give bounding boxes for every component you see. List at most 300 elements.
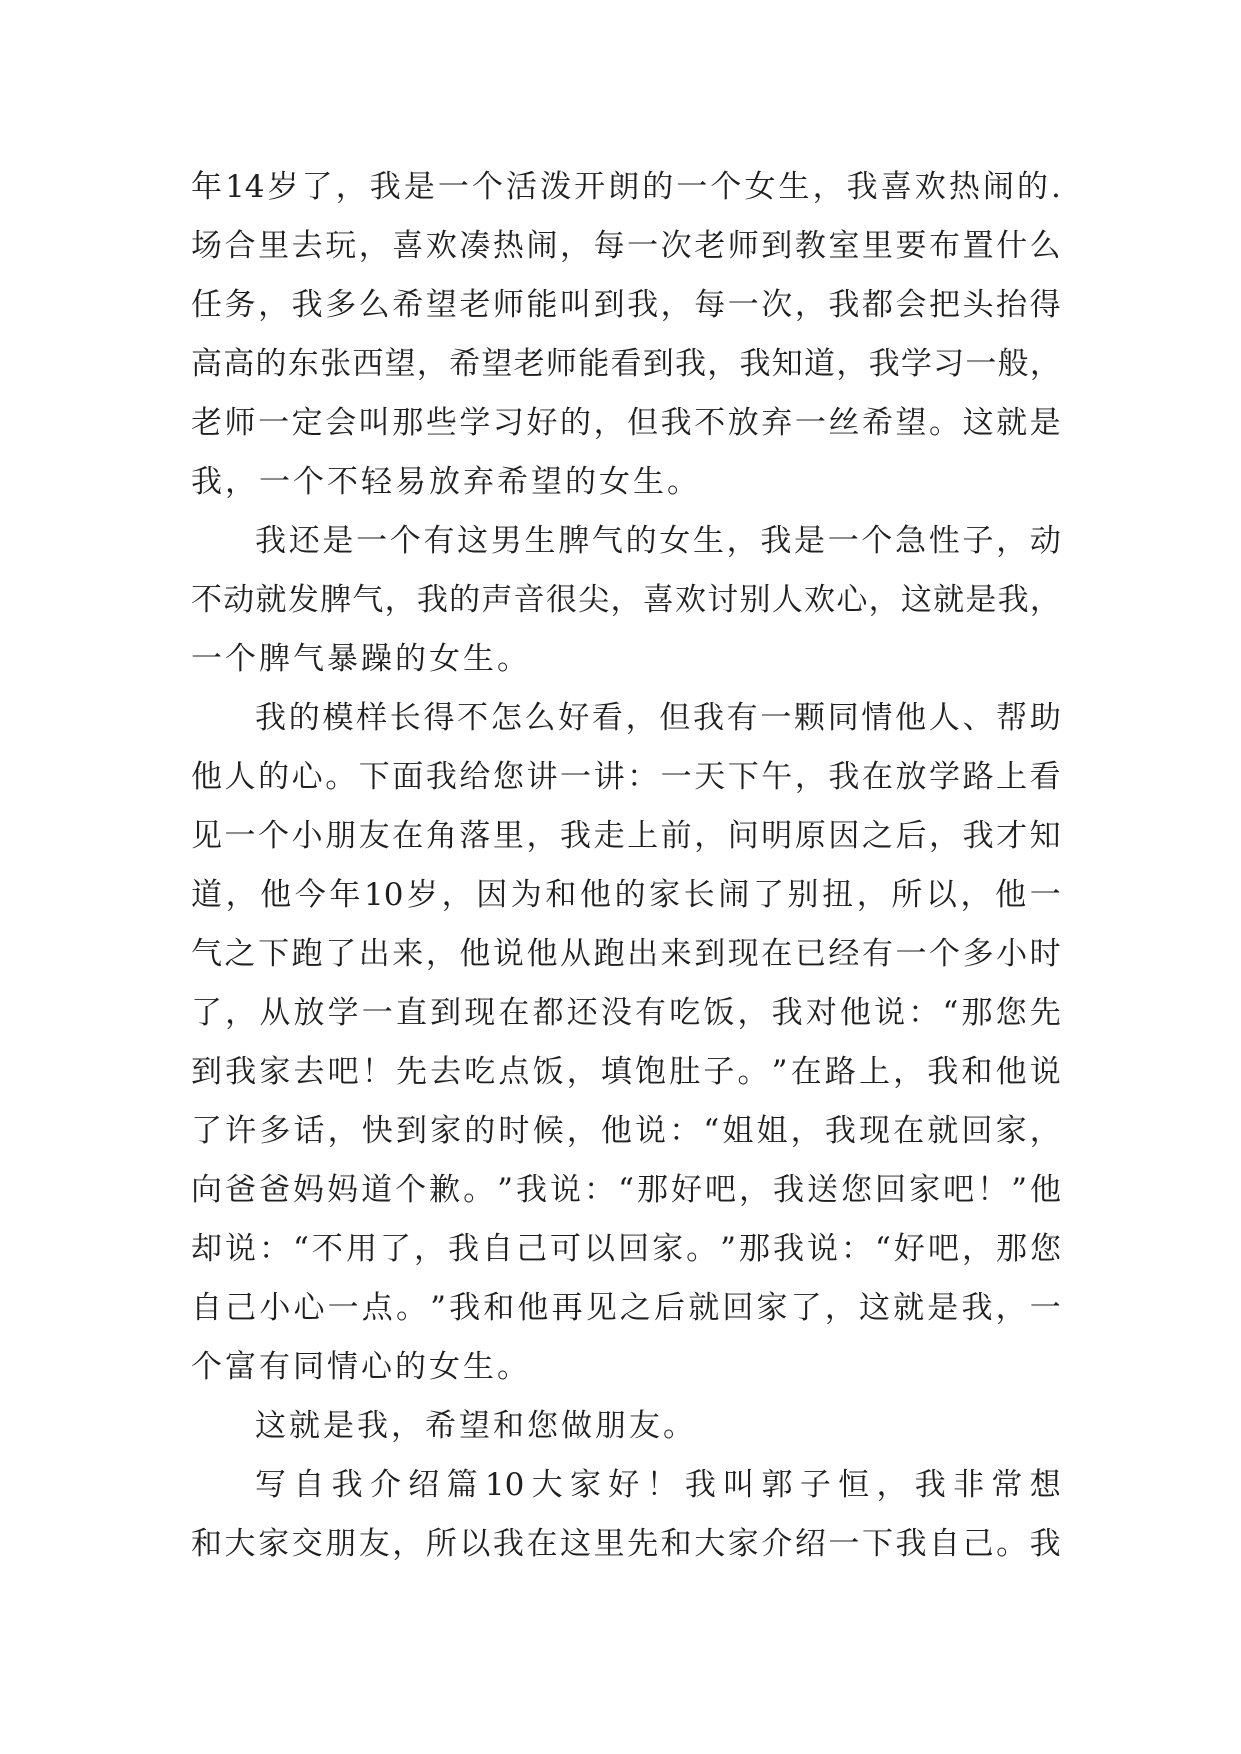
glyph: ， (929, 818, 961, 854)
glyph: 以 (925, 877, 957, 913)
glyph: ， (996, 523, 1028, 559)
glyph: 动 (1029, 523, 1061, 559)
glyph: 大 (694, 1526, 726, 1562)
glyph: 我 (773, 1231, 804, 1267)
glyph: 我 (760, 523, 792, 559)
glyph: 的 (258, 759, 290, 795)
glyph: 心 (293, 1290, 325, 1326)
glyph: 送 (807, 1172, 839, 1208)
glyph: 朋 (325, 818, 357, 854)
glyph: 脾 (558, 523, 590, 559)
glyph: 回 (618, 1231, 650, 1267)
glyph: 别 (739, 582, 771, 618)
glyph: 这 (560, 1526, 592, 1562)
glyph: ！ (977, 1172, 1009, 1208)
glyph: ， (868, 582, 900, 618)
glyph: 了 (191, 1113, 222, 1149)
glyph: 妈 (293, 1172, 325, 1208)
glyph: 。 (686, 1231, 718, 1267)
glyph: 一 (965, 346, 997, 382)
glyph: 友 (629, 1408, 660, 1444)
glyph: 就 (289, 1408, 320, 1444)
glyph: 脾 (259, 641, 290, 677)
glyph: 明 (761, 818, 793, 854)
glyph: 一 (727, 287, 759, 323)
glyph: ， (893, 1054, 925, 1090)
glyph: 先 (1029, 995, 1061, 1031)
glyph: 望 (531, 464, 562, 500)
glyph: 先 (627, 1526, 659, 1562)
text-line (191, 1161, 1061, 1220)
glyph: 同 (827, 700, 859, 736)
glyph: 气 (191, 936, 222, 972)
glyph: 您 (995, 995, 1027, 1031)
glyph: 欢 (914, 169, 946, 205)
glyph: 以 (584, 1231, 616, 1267)
glyph: 一 (560, 759, 592, 795)
glyph: “ (293, 1231, 309, 1267)
glyph: ， (995, 1290, 1027, 1326)
glyph: 看 (610, 346, 642, 382)
glyph: 习 (492, 405, 524, 441)
glyph: 定 (291, 405, 323, 441)
glyph: 说 (874, 995, 906, 1031)
glyph: 活 (506, 169, 538, 205)
glyph: 他 (579, 877, 611, 913)
glyph: ， (794, 759, 826, 795)
glyph: ， (566, 1054, 598, 1090)
glyph: 好 (893, 1231, 925, 1267)
glyph: 知 (771, 346, 803, 382)
glyph: ” (1011, 1172, 1027, 1208)
glyph: 自 (293, 1467, 325, 1503)
glyph: 望 (459, 1408, 490, 1444)
glyph: 讲 (593, 759, 625, 795)
glyph: ， (856, 877, 888, 913)
glyph: 声 (481, 582, 513, 618)
glyph: 有 (726, 700, 758, 736)
glyph: ， (1029, 582, 1061, 618)
glyph: 师 (545, 346, 577, 382)
glyph: 话 (293, 1113, 325, 1149)
glyph: 快 (361, 1113, 393, 1149)
glyph: 到 (430, 995, 462, 1031)
glyph: 和 (493, 1408, 524, 1444)
glyph: 的 (395, 1349, 426, 1385)
glyph: 是 (927, 1290, 959, 1326)
glyph: 写 (255, 1467, 286, 1503)
glyph: 10 (363, 877, 404, 913)
glyph: 个 (471, 169, 503, 205)
glyph: 个 (395, 1172, 427, 1208)
glyph: 的 (642, 169, 674, 205)
glyph: 说 (492, 936, 524, 972)
paragraph-first-line (191, 1397, 1061, 1456)
glyph: 放 (293, 995, 325, 1031)
glyph: 上 (627, 818, 659, 854)
glyph: 讨 (707, 582, 739, 618)
glyph: 叫 (358, 405, 390, 441)
glyph: 望 (425, 287, 457, 323)
glyph: 他 (895, 700, 927, 736)
glyph: 之 (619, 1290, 651, 1326)
glyph: 老 (459, 287, 491, 323)
glyph: 角 (425, 818, 457, 854)
glyph: ， (526, 818, 558, 854)
glyph: 之 (224, 936, 256, 972)
glyph: 开 (574, 169, 606, 205)
glyph: 今 (294, 877, 326, 913)
glyph: 就 (893, 1290, 925, 1326)
glyph: 气 (293, 641, 324, 677)
glyph: 在 (893, 1113, 925, 1149)
glyph: ， (610, 582, 642, 618)
glyph: 那 (961, 995, 993, 1031)
glyph: 。 (463, 1172, 495, 1208)
glyph: 了 (790, 1290, 822, 1326)
glyph: ， (726, 523, 758, 559)
glyph: 欢 (425, 228, 457, 264)
glyph: 抬 (996, 287, 1028, 323)
glyph: 不 (191, 582, 222, 618)
glyph: 一 (191, 641, 222, 677)
glyph: 我 (771, 995, 803, 1031)
glyph: 我 (773, 1172, 804, 1208)
glyph: 我 (191, 464, 222, 500)
glyph: 做 (561, 1408, 592, 1444)
glyph: 和 (545, 877, 577, 913)
glyph: 脾 (320, 582, 352, 618)
glyph: 我 (692, 700, 724, 736)
glyph: 有 (861, 936, 893, 972)
glyph: 在 (498, 995, 530, 1031)
glyph: ， (327, 1113, 359, 1149)
glyph: 弃 (463, 464, 494, 500)
glyph: 爸 (225, 1172, 257, 1208)
glyph: 小 (259, 1290, 291, 1326)
glyph: 向 (191, 1172, 222, 1208)
glyph: 我 (660, 405, 692, 441)
glyph: 轻 (361, 464, 392, 500)
glyph: 人 (224, 759, 256, 795)
glyph: 了 (379, 1231, 411, 1267)
glyph: 闹 (718, 877, 750, 913)
glyph: 到 (694, 936, 726, 972)
glyph: 次 (660, 228, 692, 264)
glyph: 人 (928, 700, 960, 736)
glyph: 帮 (996, 700, 1028, 736)
glyph: 跑 (593, 936, 625, 972)
glyph: 生 (463, 1349, 494, 1385)
glyph: 友 (358, 818, 390, 854)
glyph: 一 (361, 995, 393, 1031)
glyph: 学 (327, 995, 359, 1031)
glyph: 喜 (392, 228, 424, 264)
glyph: 会 (325, 405, 357, 441)
glyph: 学 (459, 405, 491, 441)
glyph: 样 (356, 700, 388, 736)
glyph: 生 (633, 464, 664, 500)
glyph: 叫 (560, 287, 592, 323)
glyph: 我 (516, 1172, 548, 1208)
glyph: 个 (225, 641, 256, 677)
glyph: 放 (429, 464, 460, 500)
glyph: 一 (794, 405, 826, 441)
glyph: 放 (895, 759, 927, 795)
glyph: 高 (191, 346, 222, 382)
glyph: 个 (258, 818, 290, 854)
glyph: ， (660, 287, 692, 323)
glyph: 妈 (327, 1172, 359, 1208)
glyph: 一 (827, 523, 859, 559)
glyph: 一 (1029, 877, 1061, 913)
glyph: ， (1029, 346, 1061, 382)
glyph: 学 (929, 759, 961, 795)
glyph: 午 (761, 759, 793, 795)
glyph: 女 (429, 1349, 460, 1385)
glyph: ， (738, 1172, 770, 1208)
glyph: 己 (516, 1231, 548, 1267)
glyph: 饭 (703, 995, 735, 1031)
glyph: ” (497, 1172, 513, 1208)
glyph: 回 (722, 1290, 754, 1326)
glyph: 和 (191, 1526, 222, 1562)
glyph: 家 (259, 1054, 291, 1090)
glyph: 欢 (804, 582, 836, 618)
glyph: 去 (293, 1054, 325, 1090)
glyph: ， (358, 228, 390, 264)
glyph: 得 (1029, 287, 1061, 323)
glyph: 人 (771, 582, 803, 618)
glyph: 气 (591, 523, 623, 559)
glyph: 天 (694, 759, 726, 795)
glyph: 助 (1029, 700, 1061, 736)
glyph: 家 (569, 1467, 601, 1503)
glyph: 都 (861, 287, 893, 323)
glyph: ， (707, 346, 739, 382)
glyph: ， (836, 346, 868, 382)
glyph: 他 (995, 1054, 1027, 1090)
glyph: 落 (459, 818, 491, 854)
glyph: 道 (804, 346, 836, 382)
glyph: 般 (997, 346, 1029, 382)
glyph: 但 (627, 405, 659, 441)
glyph: 一 (259, 464, 290, 500)
glyph: 急 (895, 523, 927, 559)
glyph: 已 (794, 936, 826, 972)
glyph: 吧 (704, 1172, 736, 1208)
glyph: ： (908, 995, 940, 1031)
glyph: 。 (996, 1526, 1028, 1562)
glyph: 时 (498, 1113, 530, 1149)
glyph: 却 (191, 1231, 222, 1267)
glyph: 里 (861, 228, 893, 264)
glyph: 家 (430, 1113, 462, 1149)
glyph: 和 (660, 1526, 692, 1562)
glyph: 现 (727, 936, 759, 972)
glyph: 吧 (327, 1054, 359, 1090)
glyph: ， (392, 1526, 424, 1562)
glyph: ， (384, 582, 416, 618)
glyph: 我 (739, 346, 771, 382)
glyph: ， (225, 464, 256, 500)
glyph: 合 (224, 228, 256, 264)
glyph: 一 (895, 936, 927, 972)
glyph: 肚 (669, 1054, 701, 1090)
glyph: 都 (532, 995, 564, 1031)
glyph: 希 (392, 287, 424, 323)
glyph: 这 (900, 582, 932, 618)
glyph: 这 (457, 523, 489, 559)
text-line (191, 453, 1061, 512)
glyph: 我 (674, 346, 706, 382)
glyph: 您 (527, 1408, 558, 1444)
glyph: 的 (625, 523, 657, 559)
glyph: 富 (225, 1349, 256, 1385)
glyph: 我 (684, 1467, 716, 1503)
glyph: ” (430, 1290, 446, 1326)
glyph: 为 (510, 877, 542, 913)
glyph: 个 (389, 523, 421, 559)
glyph: 岁 (267, 169, 299, 205)
glyph: ： (584, 1172, 616, 1208)
glyph: ： (841, 1231, 873, 1267)
glyph: ， (812, 169, 844, 205)
glyph: 一 (327, 1290, 359, 1326)
text-line (191, 571, 1061, 630)
glyph: 高 (223, 346, 255, 382)
glyph: 我 (627, 287, 659, 323)
glyph: 师 (492, 287, 524, 323)
glyph: 。 (667, 464, 698, 500)
glyph: 暴 (327, 641, 358, 677)
glyph: 恒 (838, 1467, 870, 1503)
glyph: 下 (358, 759, 390, 795)
glyph: 一 (627, 228, 659, 264)
glyph: 躁 (361, 641, 392, 677)
glyph: 出 (627, 936, 659, 972)
glyph: 非 (953, 1467, 985, 1503)
glyph: ， (824, 1290, 856, 1326)
glyph: 玩 (325, 228, 357, 264)
glyph: 没 (600, 995, 632, 1031)
glyph: 去 (430, 1054, 462, 1090)
glyph: ， (593, 405, 625, 441)
glyph: 到 (642, 346, 674, 382)
glyph: 颗 (794, 700, 825, 736)
glyph: 10 (484, 1467, 525, 1503)
glyph: 下 (727, 759, 759, 795)
glyph: ， (790, 1113, 822, 1149)
glyph: 我 (255, 523, 286, 559)
glyph: 动 (223, 582, 255, 618)
glyph: 一 (258, 405, 290, 441)
glyph: 个 (929, 936, 961, 972)
glyph: 扭 (822, 877, 854, 913)
glyph: 这 (858, 1290, 890, 1326)
glyph: ！ (361, 1054, 393, 1090)
glyph: 一 (760, 700, 792, 736)
glyph: 常 (991, 1467, 1023, 1503)
glyph: 头 (962, 287, 994, 323)
glyph: 您 (1029, 1231, 1061, 1267)
glyph: 下 (258, 936, 290, 972)
glyph: 己 (962, 1526, 994, 1562)
text-line (191, 1043, 1061, 1102)
text-line (191, 276, 1061, 335)
glyph: 里 (593, 1526, 625, 1562)
glyph: 吧 (943, 1172, 975, 1208)
glyph: 的 (255, 346, 287, 382)
glyph: 家 (649, 877, 681, 913)
glyph: 有 (423, 523, 455, 559)
glyph: 在 (861, 759, 893, 795)
glyph: 我 (416, 582, 448, 618)
glyph: 后 (654, 1290, 686, 1326)
glyph: 那 (738, 1231, 770, 1267)
glyph: 是 (322, 523, 354, 559)
glyph: 不 (327, 464, 358, 500)
glyph: 这 (962, 405, 994, 441)
glyph: 是 (965, 582, 997, 618)
glyph: 的 (565, 464, 596, 500)
glyph: 热 (948, 169, 980, 205)
glyph: 饭 (532, 1054, 564, 1090)
glyph: 么 (1029, 228, 1061, 264)
glyph: 所 (891, 877, 923, 913)
glyph: 什 (996, 228, 1028, 264)
glyph: 。 (497, 1349, 528, 1385)
glyph: 和 (483, 1290, 515, 1326)
glyph: 喜 (642, 582, 674, 618)
glyph: 个 (293, 464, 324, 500)
glyph: ” (771, 1054, 788, 1090)
glyph: 朋 (595, 1408, 626, 1444)
glyph: 我 (824, 1113, 856, 1149)
glyph: 朋 (325, 1526, 357, 1562)
glyph: 我 (914, 1467, 946, 1503)
glyph: “ (942, 995, 959, 1031)
glyph: 老 (694, 228, 726, 264)
glyph: “ (875, 1231, 891, 1267)
text-line (191, 807, 1061, 866)
glyph: 的 (560, 405, 592, 441)
glyph: 。 (395, 1290, 427, 1326)
glyph: 好 (526, 405, 558, 441)
glyph: 闹 (526, 228, 558, 264)
glyph: 怎 (490, 700, 522, 736)
glyph: 。 (737, 1054, 769, 1090)
glyph: 生 (692, 523, 724, 559)
glyph: 丝 (828, 405, 860, 441)
glyph: ， (960, 877, 992, 913)
glyph: 因 (828, 818, 860, 854)
text-line (191, 217, 1061, 276)
glyph: ： (669, 1113, 701, 1149)
paragraph-first-line (191, 512, 1061, 571)
glyph: 我 (425, 759, 457, 795)
glyph: 他 (839, 995, 871, 1031)
glyph: 大 (531, 1467, 563, 1503)
glyph: 不 (457, 700, 489, 736)
glyph: 讲 (526, 759, 558, 795)
glyph: 的 (449, 582, 481, 618)
glyph: 到 (191, 1054, 222, 1090)
glyph: 他 (600, 1113, 632, 1149)
glyph: . (1051, 169, 1061, 205)
text-line (191, 1102, 1061, 1161)
glyph: 好 (670, 1172, 702, 1208)
